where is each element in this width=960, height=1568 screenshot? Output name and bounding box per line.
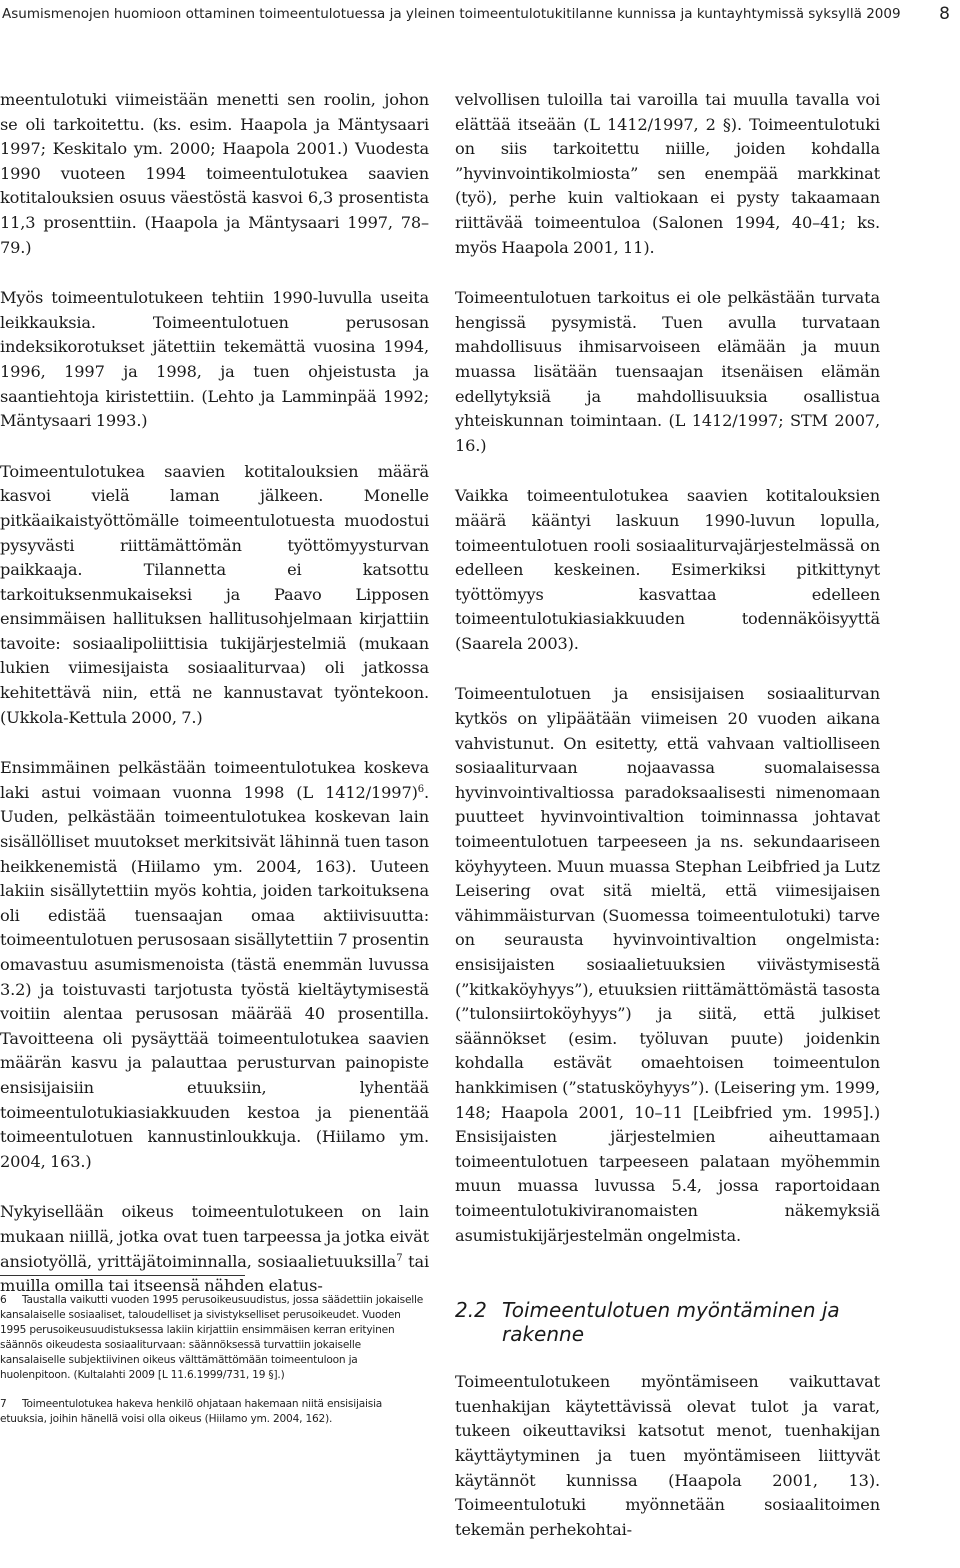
footnote-6 xyxy=(0,1293,429,1383)
footnote-text: Taustalla vaikutti vuoden 1995 perusoikeusuudistus, jossa säädettiin jokaiselle kansalaiselle sosiaaliset, taloudelliset ja sivistykselliset perusoikeudet. Vuoden 1995 perusoikeusuudistuksessa lakiin kirjattiin ensimmäisen kerran erityinen säännös oikeudesta sosiaaliturvaan: säännöksessä turvattiin jokaiselle kansalaiselle subjektiivinen oikeus välttämättömään toimeentuloon ja huolenpitoon. (Kultalahti 2009 [L 11.6.1999/731, 19 §].) xyxy=(0,1294,424,1381)
page-number: 8 xyxy=(939,4,950,24)
right-paragraph-4: Toimeentulotuen ja ensisijaisen sosiaaliturvan kytkös on ylipäätään viimeisen 20 vuoden aikana vahvistunut. On esitetty, että vahvaan valtiolliseen sosiaaliturvaan nojaavassa suomalaisessa hyvinvointivaltiossa paradoksaalisesti nimenomaan puutteet hyvinvointivaltion toiminnassa johtavat toimeentulotuen tarpeeseen ja ns. sekundaariseen köyhyyteen. Muun muassa Stephan Leibfried ja Lutz Leisering ovat sitä mieltä, että viimesijaisen vähimmäisturvan (Suomessa toimeentulotuki) tarve on seurausta hyvinvointivaltion ongelmista: ensisijaisten sosiaalietuuksien viivästymisestä (”kitkaköyhyys”), etuuksien riittämättömästä tasosta (”tulonsiirtoköyhyys”) ja siitä, että julkiset säännökset (esim. työluvan puute) joidenkin kohdalla estävät omaehtoisen toimeentulon hankkimisen (”statusköyhyys”). (Leisering ym. 1999, 148; Haapola 2001, 10–11 [Leibfried ym. 1995].) Ensisijaisten järjestelmien aiheuttamaan toimeentulotuen tarpeeseen palataan myöhemmin muun muassa luvussa 5.4, jossa raportoidaan toimeentulotukiviranomaisten näkemyksiä asumistukijärjestelmän ongelmista. xyxy=(455,684,880,1245)
right-paragraph-2: Toimeentulotuen tarkoitus ei ole pelkästään turvata hengissä pysymistä. Tuen avulla turvataan mahdollisuus ihmisarvoiseen elämään ja muun muassa lisätään tuensaajan itsenäisen elämän edellytyksiä ja mahdollisuuksia osallistua yhteiskunnan toimintaan. (L 1412/1997; STM 2007, 16.) xyxy=(455,288,880,455)
footnote-text: Toimeentulotukea hakeva henkilö ohjataan hakemaan niitä ensisijaisia etuuksia, joihin hänellä voisi olla oikeus (Hiilamo ym. 2004, 162). xyxy=(0,1398,383,1425)
paragraph-text: Ensimmäinen pelkästään toimeentulotukea koskeva laki astui voimaan vuonna 1998 (L 1412/1997) xyxy=(0,758,429,802)
section-title: Toimeentulotuen myöntäminen ja rakenne xyxy=(502,1298,840,1347)
left-paragraph-5 xyxy=(0,1200,429,1298)
header-title: Asumismenojen huomioon ottaminen toimeentulotuessa ja yleinen toimeentulotukitilanne kunnissa ja kuntayhtymissä syksyllä 2009 xyxy=(2,6,901,22)
left-column xyxy=(0,88,429,1325)
left-paragraph-4 xyxy=(0,756,429,1174)
footnote-number: 6 xyxy=(0,1294,7,1306)
footnote-reference-7: 7 xyxy=(396,1252,403,1264)
paragraph-text: . Uuden, pelkästään toimeentulotukea koskevan lain sisällölliset muutokset merkitsivät lähinnä tuen tason heikkenemistä (Hiilamo ym. 2004, 163). Uuteen lakiin sisällytettiin myös kohtia, joiden tarkoituksena oli edistää tuensaajan omaa aktiivisuutta: toimeentulotuen perusosaan sisällytettiin 7 prosentin omavastuu asumismenoista (tästä enemmän luvussa 3.2) ja toistuvasti tarjotusta työstä kieltäytymisestä voitiin alentaa perusosan määrää 40 prosentilla. Tavoitteena oli pysäyttää toimeentulotukea saavien määrän kasvu ja palauttaa perusturvan painopiste ensisijaisiin etuuksiin, lyhentää toimeentulotukiasiakkuuden kestoa ja pienentää toimeentulotuen kannustinloukkuja. (Hiilamo ym. 2004, 163.) xyxy=(0,782,429,1171)
section-heading xyxy=(455,1298,880,1346)
left-paragraph-1: meentulotuki viimeistään menetti sen roolin, johon se oli tarkoitettu. (ks. esim. Haapola ja Mäntysaari 1997; Keskitalo ym. 2000; Haapola 2001.) Vuodesta 1990 vuoteen 1994 toimeentulotukea saavien kotitalouksien osuus väestöstä kasvoi 6,3 prosentista 11,3 prosenttiin. (Haapola ja Mäntysaari 1997, 78–79.) xyxy=(0,90,429,257)
right-paragraph-5: Toimeentulotukeen myöntämiseen vaikuttavat tuenhakijan käytettävissä olevat tulot ja varat, tukeen oikeuttaviksi katsotut menot, tuenhakijan käyttäytyminen ja tuen myöntämiseen liittyvät käytännöt kunnissa (Haapola 2001, 13). Toimeentulotuki myönnetään sosiaalitoimen tekemän perhekohtai- xyxy=(455,1372,880,1539)
paragraph-text: tai muilla omilla tai itseensä nähden elatus- xyxy=(0,1251,429,1296)
footnote-reference-6: 6 xyxy=(417,783,424,795)
right-paragraph-3: Vaikka toimeentulotukea saavien kotitalouksien määrä kääntyi laskuun 1990-luvun lopulla, toimeentulotuen rooli sosiaaliturvajärjestelmässä on edelleen keskeinen. Esimerkiksi pitkittynyt työttömyys kasvattaa edelleen toimeentulotukiasiakkuuden todennäköisyyttä (Saarela 2003). xyxy=(455,486,880,653)
left-paragraph-3: Toimeentulotukea saavien kotitalouksien määrä kasvoi vielä laman jälkeen. Monelle pitkäaikaistyöttömälle toimeentulotuesta muodostui pysyvästi riittämättömän työttömyysturvan paikkaaja. Tilannetta ei katsottu tarkoituksenmukaiseksi ja Paavo Lipposen ensimmäisen hallituksen hallitusohjelmaan kirjattiin tavoite: sosiaalipoliittisia tukijärjestelmiä (mukaan lukien viimesijaista sosiaaliturvaa) oli jatkossa kehitettävä niin, että ne kannustavat työntekoon. (Ukkola-Kettula 2000, 7.) xyxy=(0,461,429,727)
footnote-divider xyxy=(0,1275,245,1276)
running-header xyxy=(0,6,960,30)
paragraph-text: Nykyisellään oikeus toimeentulotukeen on lain mukaan niillä, jotka ovat tuen tarpeessa ja jotka eivät ansiotyöllä, yrittäjätoiminnalla, sosiaalietuuksilla xyxy=(0,1202,429,1271)
footnote-7 xyxy=(0,1397,429,1427)
right-column xyxy=(455,88,880,1568)
right-paragraph-1: velvollisen tuloilla tai varoilla tai muulla tavalla voi elättää itseään (L 1412/1997, 2 §). Toimeentulotuki on siis tarkoitettu niille, joiden kohdalla ”hyvinvointikolmiosta” sen enempää markkinat (työ), perhe kuin valtiokaan ei pysty takaamaan riittävää toimeentuloa (Salonen 1994, 40–41; ks. myös Haapola 2001, 11). xyxy=(455,90,880,257)
footnotes xyxy=(0,1293,429,1441)
left-paragraph-2: Myös toimeentulotukeen tehtiin 1990-luvulla useita leikkauksia. Toimeentulotuen perusosan indeksikorotukset jätettiin tekemättä vuosina 1994, 1996, 1997 ja 1998, ja tuen ohjeistusta ja saantiehtoja kiristettiin. (Lehto ja Lamminpää 1992; Mäntysaari 1993.) xyxy=(0,288,429,431)
footnote-number: 7 xyxy=(0,1398,7,1410)
section-number: 2.2 xyxy=(455,1298,487,1323)
